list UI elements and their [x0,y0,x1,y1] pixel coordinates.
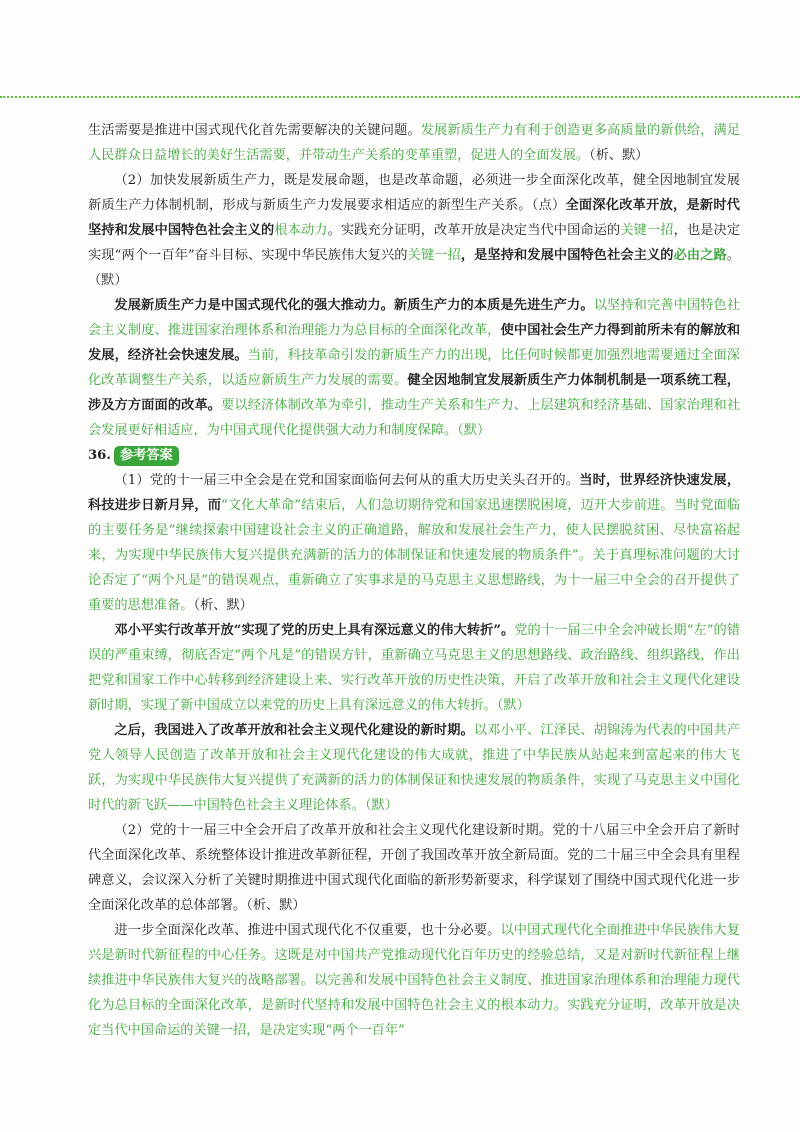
text-green: “文化大革命”结束后，人们急切期待党和国家迅速摆脱困境，迈开大步前进。当时党面临的主要任务是“继续探索中国建设社会主义的正确道路，解放和发展社会生产力，使人民摆脱贫困、尽快富裕起来，为实现中华民族伟大复兴提供充满新的活力的体制保证和快速发展的物质条件”。关于真理标准问题的大讨论否定了“两个凡是”的错误观点，重新确立了实事求是的马克思主义思想路线，为十一届三中全会的召开提供了重要的思想准备。 [88,498,740,613]
key-term: 关键一招 [620,223,674,238]
top-dotted-rule [0,96,800,98]
question-number: 36. [88,448,111,463]
question-36-header [88,443,740,468]
text-green: 党的十一届三中全会冲破长期“左”的错误的严重束缚，彻底否定“两个凡是”的错误方针，重新确立马克思主义的思想路线、政治路线、组织路线，作出把党和国家工作中心转移到经济建设上来、实行改革开放的历史性决策，开启了改革开放和社会主义现代化建设新时期，实现了新中国成立以来党的历史上具有深远意义的伟大转折。（默） [88,623,741,713]
answer-page-body [88,118,740,1043]
paragraph-4 [88,468,740,618]
key-term: 根本动力 [274,223,328,238]
text-black: 进一步全面深化改革、推进中国式现代化不仅重要，也十分必要。 [114,923,501,938]
text-bold: ，是坚持和发展中国特色社会主义的 [460,248,674,263]
text-green: 以坚持和完善中国特色社会主义制度、推进国家治理体系和治理能力为总目标的全面深化改革， [88,298,741,338]
text-green: 发展新质生产力有利于创造更多高质量的新供给，满足人民群众日益增长的美好生活需要，并带动生产关系的变革重塑，促进人的全面发展。 [88,123,741,163]
paragraph-3 [88,293,740,443]
paragraph-2 [88,168,740,293]
text-bold: 健全因地制宜发展新质生产力体制机制是一项系统工程，涉及方方面面的改革。 [88,373,740,413]
text-bold: 使中国社会生产力得到前所未有的解放和发展，经济社会快速发展。 [88,323,741,363]
paragraph-1 [88,118,740,168]
answer-badge: 参考答案 [114,446,179,466]
text-black: ，也是决定实现“两个一百年”奋斗目标、实现中华民族伟大复兴的 [88,223,741,263]
paragraph-8 [88,918,740,1043]
text-bold: 当时，世界经济快速发展，科技进步日新月异，而 [88,473,741,513]
text-black: （1）党的十一届三中全会是在党和国家面临何去何从的重大历史关头召开的。 [114,473,580,488]
text-bold: 发展新质生产力是中国式现代化的强大推动力。新质生产力的本质是先进生产力。 [114,298,594,313]
text-black: （2）加快发展新质生产力，既是发展命题，也是改革命题，必须进一步全面深化改革，健全因地制宜发展新质生产力体制机制，形成与新质生产力发展要求相适应的新型生产关系。（点） [88,173,740,213]
text-black: 生活需要是推进中国式现代化首先需要解决的关键问题。 [88,123,421,138]
text-bold: 邓小平实行改革开放“实现了党的历史上具有深远意义的伟大转折”。 [114,623,515,638]
text-black: 。实践充分证明，改革开放是决定当代中国命运的 [327,223,621,238]
text-green: 以中国式现代化全面推进中华民族伟大复兴是新时代新征程的中心任务。这既是对中国共产党推动现代化百年历史的经验总结，又是对新时代新征程上继续推进中华民族伟大复兴的战略部署。以完善和发展中国特色社会主义制度、推进国家治理体系和治理能力现代化为总目标的全面深化改革，是新时代坚持和发展中国特色社会主义的根本动力。实践充分证明，改革开放是决定当代中国命运的关键一招，是决定实现“两个一百年” [88,923,741,1038]
source-tag: （析、默） [193,598,253,613]
text-green: 要以经济体制改革为牵引，推动生产关系和生产力、上层建筑和经济基础、国家治理和社会发展更好相适应，为中国式现代化提供强大动力和制度保障。（默） [88,398,741,438]
source-tag: （析、默） [589,148,649,163]
key-term: 关键一招 [407,248,461,263]
text-green: 当前，科技革命引发的新质生产力的出现，比任何时候都更加强烈地需要通过全面深化改革调整生产关系，以适应新质生产力发展的需要。 [88,348,740,388]
text-green: 以邓小平、江泽民、胡锦涛为代表的中国共产党人领导人民创造了改革开放和社会主义现代化建设的伟大成就，推进了中华民族从站起来到富起来的伟大飞跃，为实现中华民族伟大复兴提供了充满新的活力的体制保证和快速发展的物质条件，实现了马克思主义中国化时代的新飞跃——中国特色社会主义理论体系。（默） [88,723,741,813]
text-bold: 全面深化改革开放，是新时代坚持和发展中国特色社会主义的 [88,198,740,238]
paragraph-6 [88,718,740,818]
source-tag: 。（默） [88,248,741,288]
key-term: 必由之路 [673,248,727,263]
paragraph-5 [88,618,740,718]
text-black: （2）党的十一届三中全会开启了改革开放和社会主义现代化建设新时期。党的十八届三中全会开启了新时代全面深化改革、系统整体设计推进改革新征程，开创了我国改革开放全新局面。党的二十届三中全会具有里程碑意义，会议深入分析了关键时期推进中国式现代化面临的新形势新要求，科学谋划了围绕中国式现代化进一步全面深化改革的总体部署。（析、默） [88,823,740,913]
text-bold: 之后，我国进入了改革开放和社会主义现代化建设的新时期。 [114,723,474,738]
paragraph-7 [88,818,740,918]
